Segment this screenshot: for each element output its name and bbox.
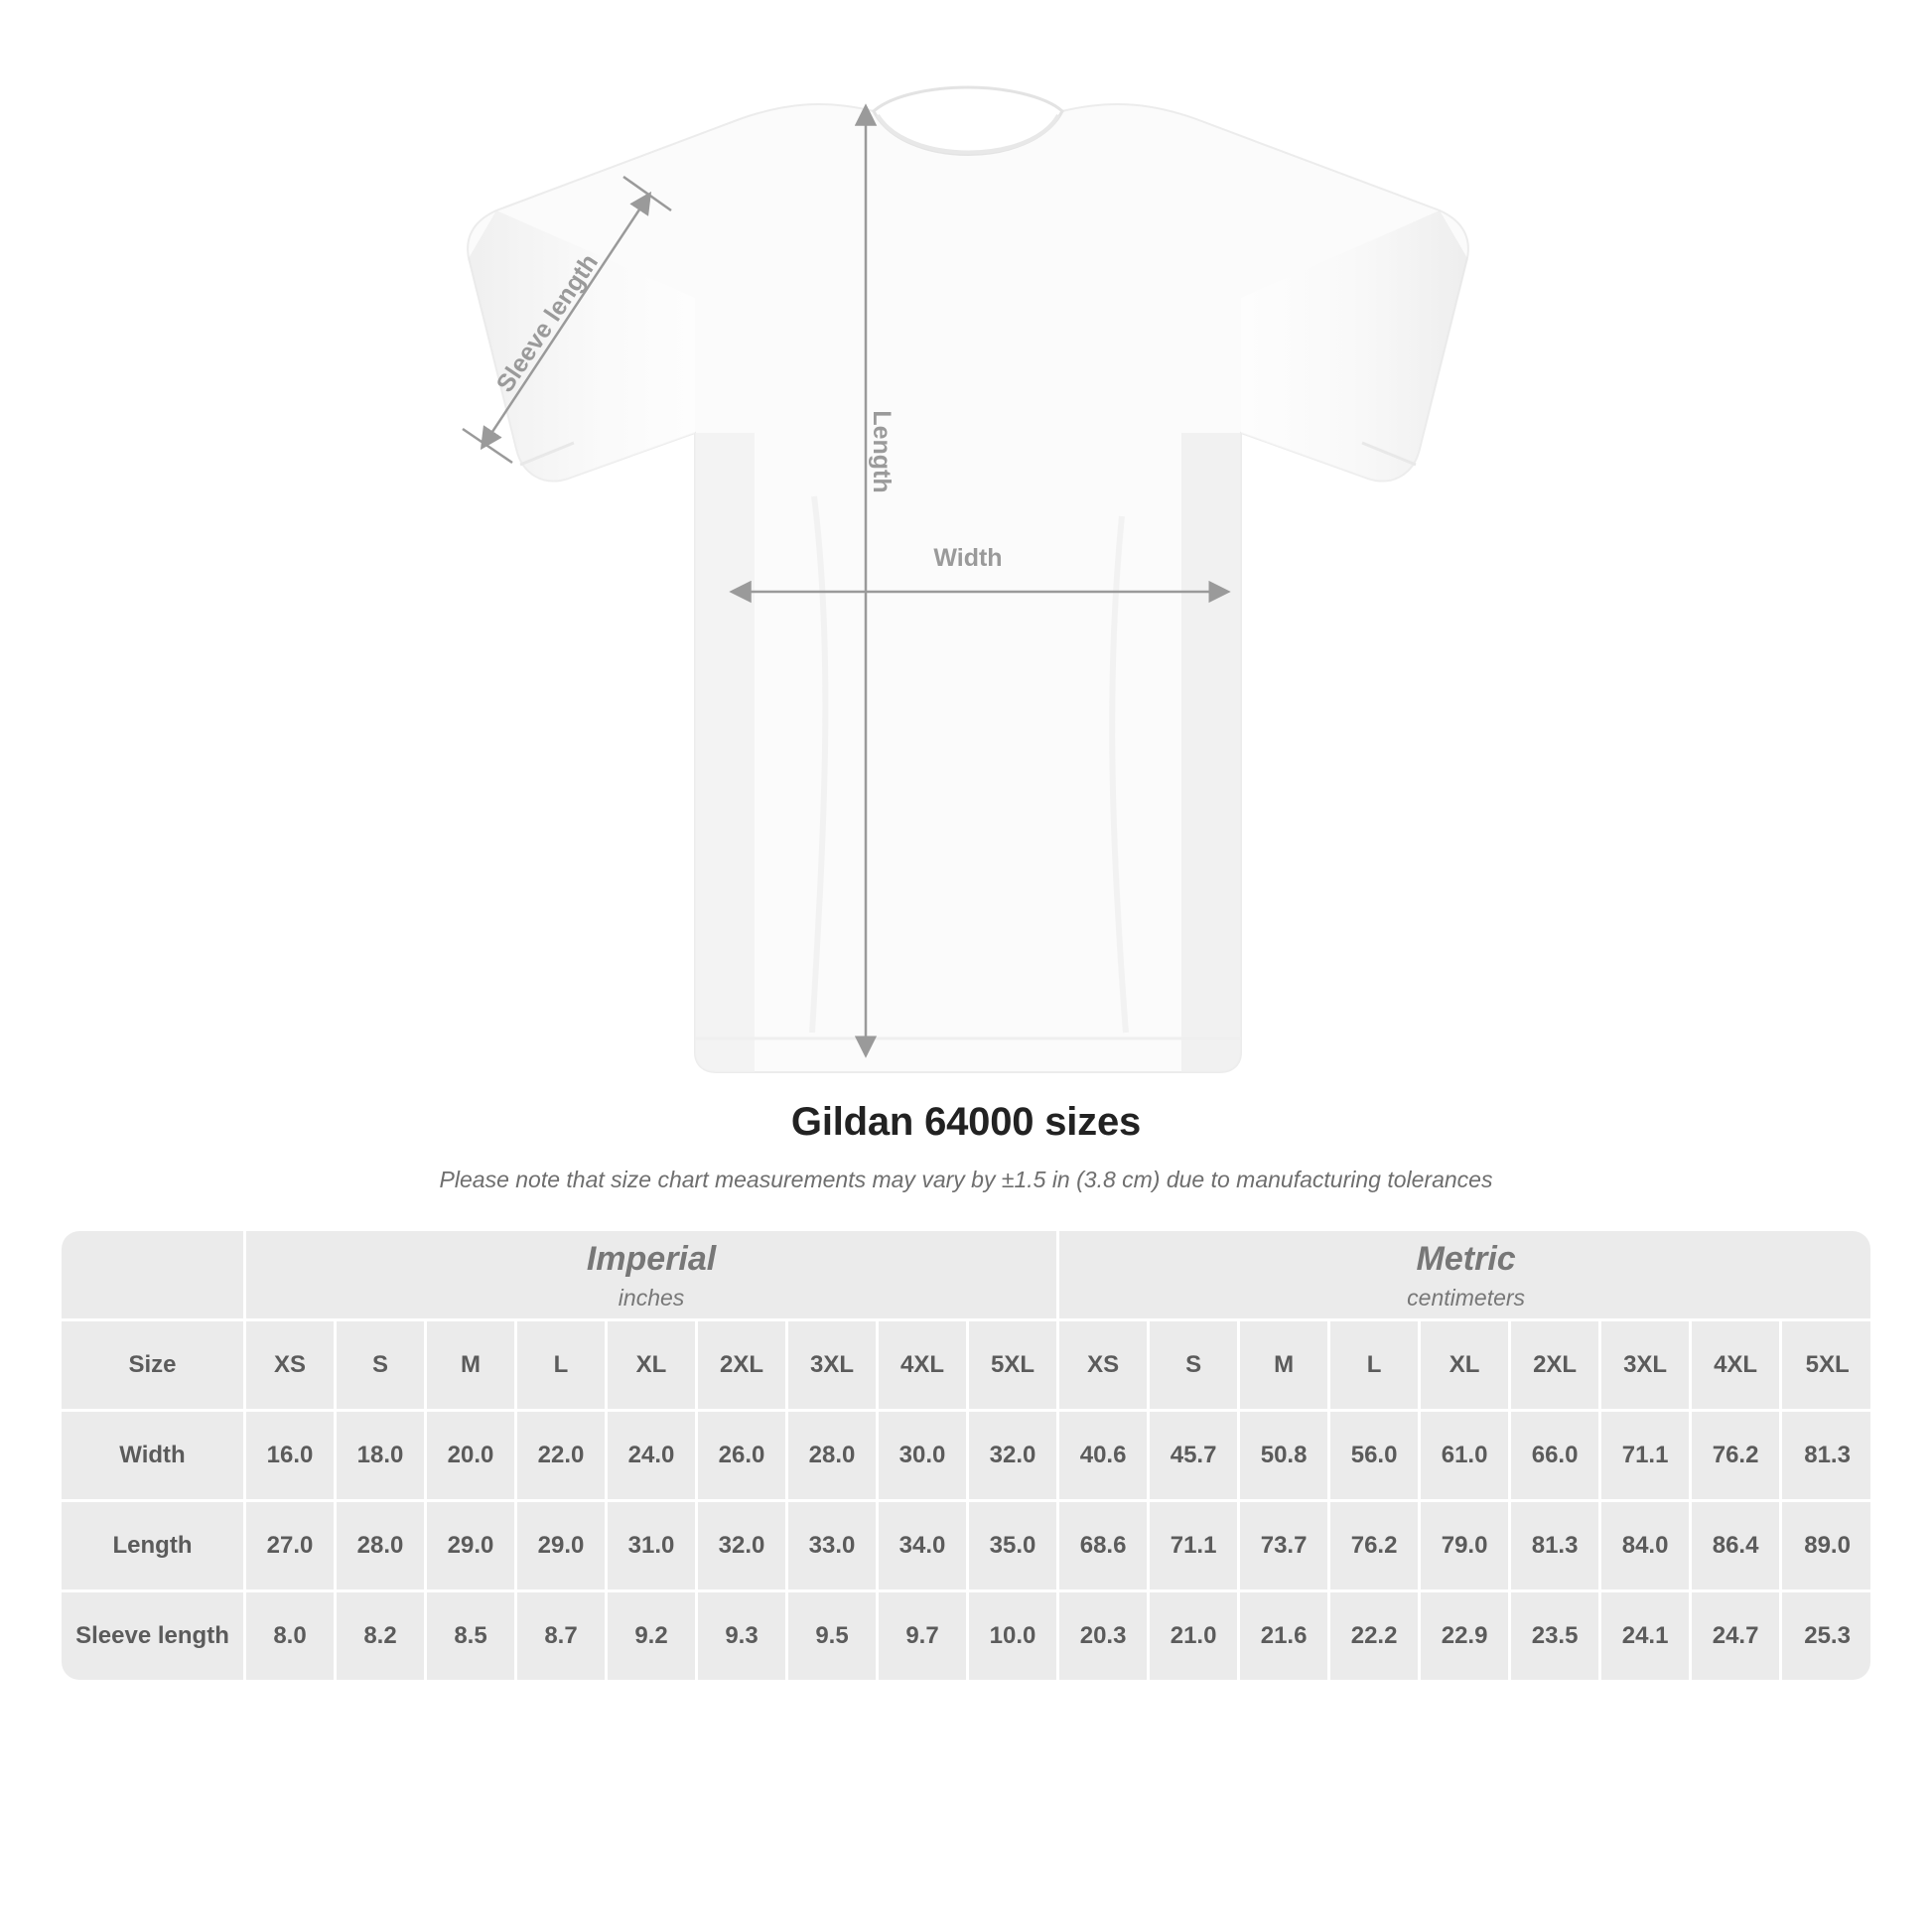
cell-width: 20.0 [427, 1412, 517, 1502]
cell-length: 89.0 [1782, 1502, 1870, 1592]
cell-sleeve-length: 8.0 [246, 1592, 337, 1680]
tshirt-shape [468, 87, 1468, 1072]
size-row-label: Size [62, 1321, 246, 1412]
cell-length: 28.0 [337, 1502, 427, 1592]
cell-width: 50.8 [1240, 1412, 1330, 1502]
sleeve-length-label: Sleeve length [490, 248, 605, 398]
cell-length: 32.0 [698, 1502, 788, 1592]
size-header-cell: XS [246, 1321, 337, 1412]
unit-sub-imperial: inches [618, 1284, 685, 1311]
cell-width: 24.0 [608, 1412, 698, 1502]
sleeve-tick-bottom [463, 429, 512, 463]
cell-length: 33.0 [788, 1502, 879, 1592]
cell-width: 45.7 [1150, 1412, 1240, 1502]
cell-sleeve-length: 10.0 [969, 1592, 1059, 1680]
cell-length: 27.0 [246, 1502, 337, 1592]
cell-width: 66.0 [1511, 1412, 1601, 1502]
size-header-cell: 3XL [788, 1321, 879, 1412]
cell-sleeve-length: 9.2 [608, 1592, 698, 1680]
unit-name-metric: Metric [1416, 1240, 1516, 1279]
size-header-cell: S [1150, 1321, 1240, 1412]
cell-width: 32.0 [969, 1412, 1059, 1502]
cell-length: 84.0 [1601, 1502, 1692, 1592]
unit-header-metric [1059, 1231, 1870, 1321]
unit-header-row [62, 1231, 1870, 1321]
size-header-cell: XS [1059, 1321, 1150, 1412]
cell-width: 28.0 [788, 1412, 879, 1502]
chart-note: Please note that size chart measurements may vary by ±1.5 in (3.8 cm) due to manufacturing tolerances [439, 1167, 1493, 1192]
cell-length: 73.7 [1240, 1502, 1330, 1592]
cell-sleeve-length: 21.0 [1150, 1592, 1240, 1680]
size-header-cell: M [427, 1321, 517, 1412]
cell-sleeve-length: 24.1 [1601, 1592, 1692, 1680]
length-label: Length [868, 410, 896, 493]
title-block [0, 1100, 1932, 1193]
size-header-cell: XL [1421, 1321, 1511, 1412]
cell-sleeve-length: 20.3 [1059, 1592, 1150, 1680]
cell-width: 26.0 [698, 1412, 788, 1502]
row-label-length: Length [62, 1502, 246, 1592]
cell-length: 31.0 [608, 1502, 698, 1592]
size-header-cell: M [1240, 1321, 1330, 1412]
cell-sleeve-length: 9.5 [788, 1592, 879, 1680]
cell-width: 61.0 [1421, 1412, 1511, 1502]
size-header-cell: 3XL [1601, 1321, 1692, 1412]
size-table [62, 1231, 1870, 1680]
size-header-cell: 4XL [1692, 1321, 1782, 1412]
size-header-cell: 2XL [1511, 1321, 1601, 1412]
cell-sleeve-length: 25.3 [1782, 1592, 1870, 1680]
cell-sleeve-length: 8.2 [337, 1592, 427, 1680]
table-row [62, 1412, 1870, 1502]
cell-sleeve-length: 9.3 [698, 1592, 788, 1680]
cell-width: 40.6 [1059, 1412, 1150, 1502]
width-label: Width [933, 544, 1003, 572]
cell-length: 35.0 [969, 1502, 1059, 1592]
cell-width: 56.0 [1330, 1412, 1421, 1502]
table-row [62, 1592, 1870, 1680]
cell-length: 29.0 [427, 1502, 517, 1592]
cell-length: 76.2 [1330, 1502, 1421, 1592]
size-header-row [62, 1321, 1870, 1412]
cell-sleeve-length: 23.5 [1511, 1592, 1601, 1680]
table-row [62, 1502, 1870, 1592]
cell-sleeve-length: 8.7 [517, 1592, 608, 1680]
size-header-cell: 5XL [1782, 1321, 1870, 1412]
cell-width: 71.1 [1601, 1412, 1692, 1502]
size-header-cell: 4XL [879, 1321, 969, 1412]
size-header-cell: L [517, 1321, 608, 1412]
size-header-cell: 2XL [698, 1321, 788, 1412]
cell-length: 68.6 [1059, 1502, 1150, 1592]
cell-sleeve-length: 9.7 [879, 1592, 969, 1680]
cell-sleeve-length: 21.6 [1240, 1592, 1330, 1680]
size-header-cell: S [337, 1321, 427, 1412]
unit-name-imperial: Imperial [586, 1240, 717, 1279]
cell-length: 34.0 [879, 1502, 969, 1592]
cell-length: 81.3 [1511, 1502, 1601, 1592]
chart-title: Gildan 64000 sizes [790, 1100, 1142, 1144]
unit-header-imperial [246, 1231, 1059, 1321]
cell-sleeve-length: 22.9 [1421, 1592, 1511, 1680]
unit-sub-metric: centimeters [1407, 1284, 1526, 1311]
size-header-cell: 5XL [969, 1321, 1059, 1412]
table-corner-cell [62, 1231, 246, 1321]
cell-length: 29.0 [517, 1502, 608, 1592]
size-table-wrapper [62, 1231, 1870, 1680]
cell-sleeve-length: 8.5 [427, 1592, 517, 1680]
size-header-cell: XL [608, 1321, 698, 1412]
cell-length: 71.1 [1150, 1502, 1240, 1592]
cell-sleeve-length: 24.7 [1692, 1592, 1782, 1680]
row-label-sleeve-length: Sleeve length [62, 1592, 246, 1680]
size-header-cell: L [1330, 1321, 1421, 1412]
cell-width: 81.3 [1782, 1412, 1870, 1502]
cell-length: 79.0 [1421, 1502, 1511, 1592]
row-label-width: Width [62, 1412, 246, 1502]
cell-width: 76.2 [1692, 1412, 1782, 1502]
cell-width: 18.0 [337, 1412, 427, 1502]
cell-width: 22.0 [517, 1412, 608, 1502]
cell-width: 30.0 [879, 1412, 969, 1502]
cell-width: 16.0 [246, 1412, 337, 1502]
cell-length: 86.4 [1692, 1502, 1782, 1592]
cell-sleeve-length: 22.2 [1330, 1592, 1421, 1680]
